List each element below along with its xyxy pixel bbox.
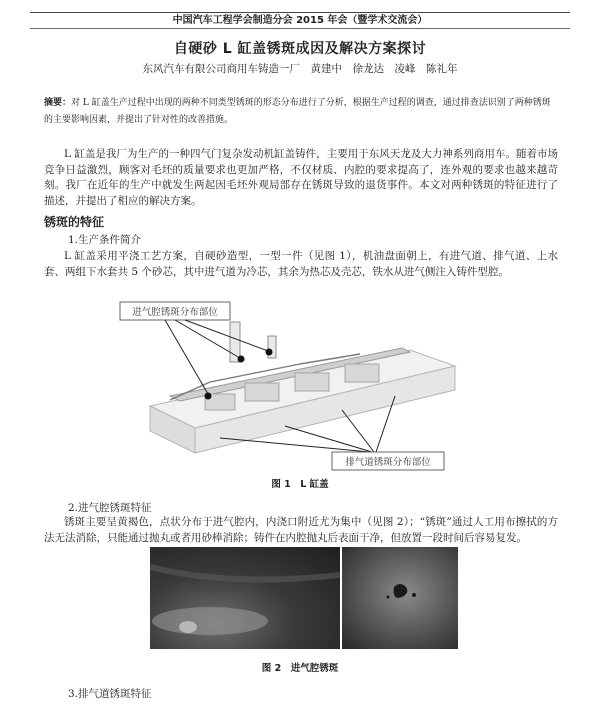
rust-marker bbox=[238, 356, 245, 363]
abstract-label: 摘要： bbox=[44, 98, 72, 108]
section-heading: 锈斑的特征 bbox=[44, 215, 105, 229]
figure-2-photos bbox=[150, 547, 458, 649]
figure-2-caption: 图 2 进气腔锈斑 bbox=[261, 663, 339, 674]
conference-header bbox=[30, 12, 570, 29]
rust-spot bbox=[394, 584, 408, 598]
conference-header-text: 中国汽车工程学会制造分会 2015 年会（暨学术交流会） bbox=[167, 15, 434, 26]
figure-1-caption: 图 1 L 缸盖 bbox=[271, 479, 329, 490]
abstract bbox=[44, 95, 556, 129]
abstract-text: 对 L 缸盖生产过程中出现的两种不同类型锈斑的形态分布进行了分析，根据生产过程的调查，通过排查法识别了两种锈斑的主要影响因素，并提出了针对性的改善措施。 bbox=[44, 98, 551, 125]
authors-line: 东风汽车有限公司商用车铸造一厂 黄建中 徐龙达 凌峰 陈礼年 bbox=[142, 63, 458, 75]
subsection-3-title: 3.排气道锈斑特征 bbox=[68, 688, 152, 700]
subsection-2-text: 锈斑主要呈黄褐色，点状分布于进气腔内，内浇口附近尤为集中（见图 2）；“锈斑”通过人工用布擦拭的方法无法消除，只能通过抛丸或者用砂棒消除；铸件在内腔抛丸后表面干净，但放置一段时间后容易复发。 bbox=[44, 516, 558, 544]
rust-marker bbox=[266, 349, 273, 356]
rust-marker bbox=[205, 393, 212, 400]
subsection-1-title: 1.生产条件简介 bbox=[68, 234, 142, 246]
top-label-text: 进气腔锈斑分布部位 bbox=[132, 307, 218, 318]
paper-title: 自硬砂 L 缸盖锈斑成因及解决方案探讨 bbox=[173, 41, 427, 57]
bottom-label-text: 排气道锈斑分布部位 bbox=[345, 457, 431, 468]
cylinder-head-drawing bbox=[150, 322, 455, 453]
intake-cavity-photo-left bbox=[150, 547, 340, 649]
subsection-2-title: 2.进气腔锈斑特征 bbox=[68, 502, 152, 514]
subsection-1-text: L 缸盖采用平浇工艺方案，自硬砂造型，一型一件（见图 1），机油盘面朝上，有进气道、排气道、上水套、两组下水套共 5 个砂芯，其中进气道为冷芯，其余为热芯及壳芯，铁水从进气侧注入铸件型腔。 bbox=[44, 250, 558, 278]
intro-paragraph: L 缸盖是我厂为生产的一种四气门复杂发动机缸盖铸件，主要用于东风天龙及大力神系列商用车。随着市场竞争日益激烈，顾客对毛坯的质量要求也更加严格，不仅材质、内腔的要求提高了，连外观的要求也越来越苛刻。我厂在近年的生产中就发生两起因毛坯外观局部存在锈斑导致的退货事件。本文对两种锈斑的特征进行了描述，并提出了相应的解决方案。 bbox=[44, 148, 558, 207]
intake-cavity-photo-right bbox=[342, 547, 458, 649]
figure-1-cylinder-head-diagram bbox=[110, 288, 490, 472]
